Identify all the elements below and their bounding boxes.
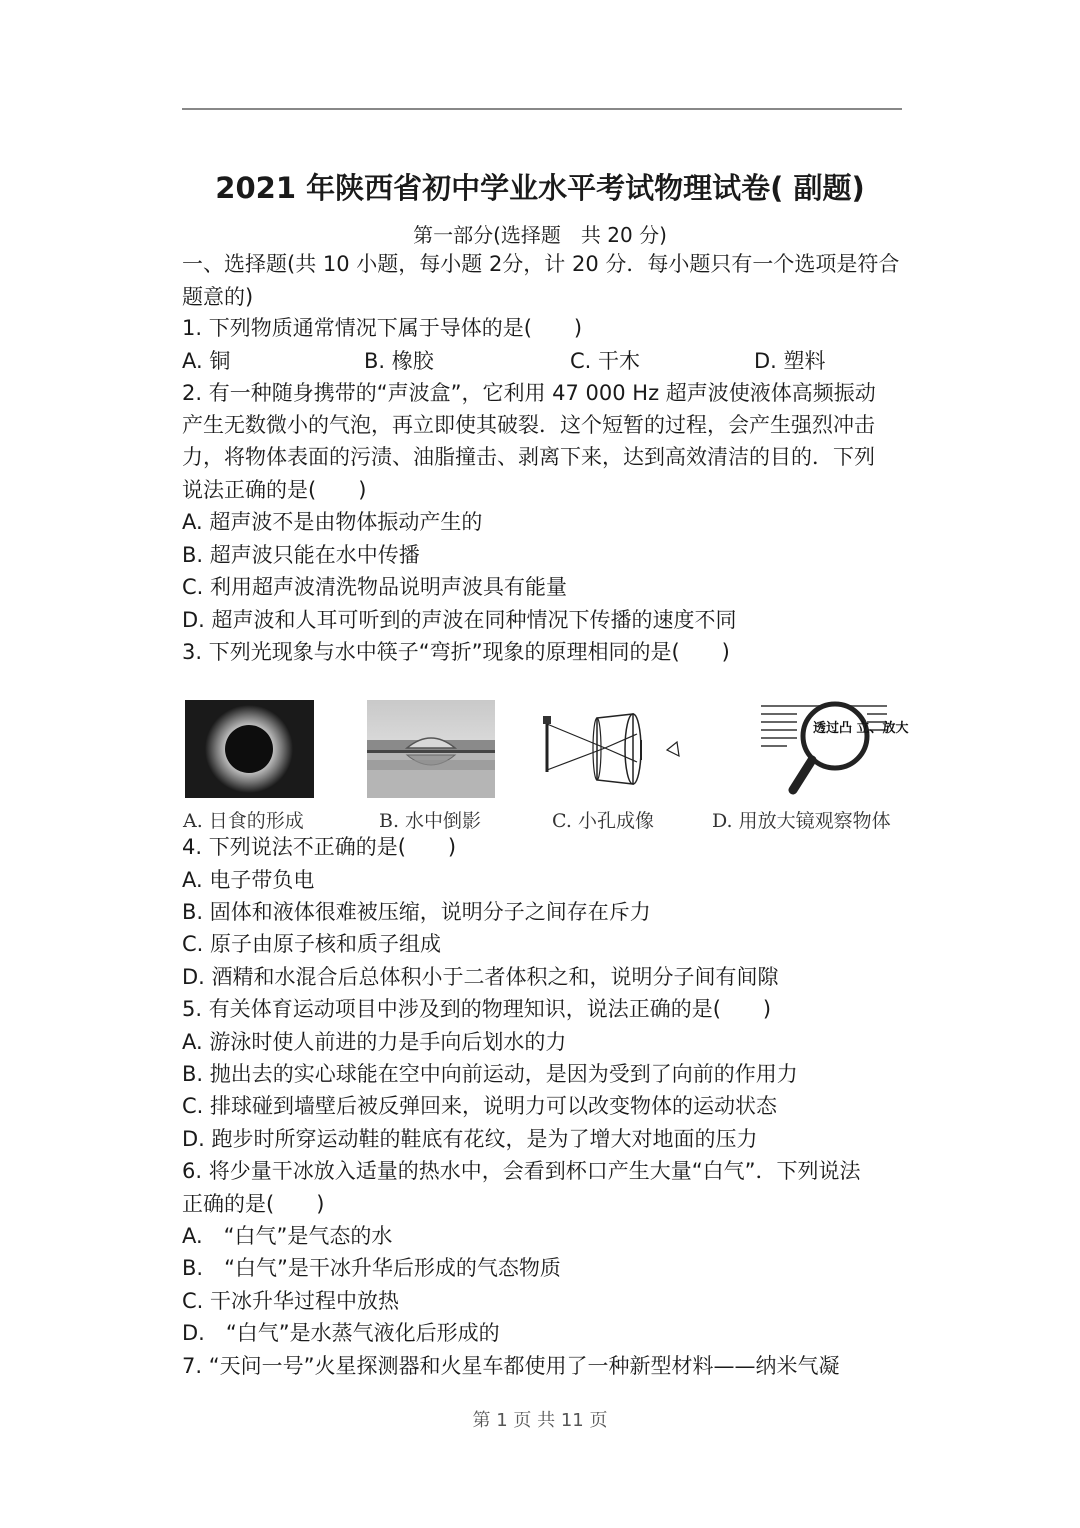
question-4: 4. 下列说法不正确的是( ) <box>182 835 457 859</box>
question-2-line-3: 力，将物体表面的污渍、油脂撞击、剥离下来，达到高效清洁的目的．下列 <box>182 445 875 469</box>
q3-caption-b: B. 水中倒影 <box>379 810 482 832</box>
q1-option-a: A. 铜 <box>182 349 231 373</box>
q6-option-b: B. “白气”是干冰升华后形成的气态物质 <box>182 1256 561 1280</box>
section-heading: 一、选择题(共 10 小题，每小题 2分，计 20 分．每小题只有一个选项是符合 <box>182 252 900 276</box>
question-7: 7. “天问一号”火星探测器和火星车都使用了一种新型材料——纳米气凝 <box>182 1354 840 1378</box>
magnifier-text: 透过凸 立、放大 <box>813 721 909 736</box>
header-rule <box>182 108 902 110</box>
question-2-line-1: 2. 有一种随身携带的“声波盒”，它利用 47 000 Hz 超声波使液体高频振动 <box>182 381 876 405</box>
q6-option-c: C. 干冰升华过程中放热 <box>182 1289 400 1313</box>
q5-option-b: B. 抛出去的实心球能在空中向前运动，是因为受到了向前的作用力 <box>182 1062 798 1086</box>
q1-option-d: D. 塑料 <box>754 349 826 373</box>
q4-option-c: C. 原子由原子核和质子组成 <box>182 932 442 956</box>
q4-option-d: D. 酒精和水混合后总体积小于二者体积之和，说明分子间有间隙 <box>182 965 779 989</box>
q6-option-d: D. “白气”是水蒸气液化后形成的 <box>182 1321 500 1345</box>
q4-option-b: B. 固体和液体很难被压缩，说明分子之间存在斥力 <box>182 900 651 924</box>
magnifier-image <box>757 700 909 798</box>
q1-option-c: C. 干木 <box>570 349 641 373</box>
q3-caption-a: A. 日食的形成 <box>183 810 304 832</box>
q2-option-b: B. 超声波只能在水中传播 <box>182 543 420 567</box>
q3-caption-c: C. 小孔成像 <box>552 810 654 832</box>
q5-option-c: C. 排球碰到墙壁后被反弹回来，说明力可以改变物体的运动状态 <box>182 1094 778 1118</box>
water-reflection-image <box>367 700 495 798</box>
q1-option-b: B. 橡胶 <box>364 349 434 373</box>
question-2-line-2: 产生无数微小的气泡，再立即使其破裂．这个短暂的过程，会产生强烈冲击 <box>182 413 875 437</box>
solar-eclipse-image <box>185 700 314 798</box>
q3-caption-d: D. 用放大镜观察物体 <box>712 810 891 832</box>
q5-option-d: D. 跑步时所穿运动鞋的鞋底有花纹，是为了增大对地面的压力 <box>182 1127 758 1151</box>
q2-option-a: A. 超声波不是由物体振动产生的 <box>182 510 483 534</box>
question-6-line-1: 6. 将少量干冰放入适量的热水中，会看到杯口产生大量“白气”．下列说法 <box>182 1159 861 1183</box>
question-5: 5. 有关体育运动项目中涉及到的物理知识，说法正确的是( ) <box>182 997 772 1021</box>
pinhole-imaging-diagram <box>537 700 687 798</box>
question-6-line-2: 正确的是( ) <box>182 1192 325 1216</box>
question-2-line-4: 说法正确的是( ) <box>182 478 367 502</box>
q6-option-a: A. “白气”是气态的水 <box>182 1224 393 1248</box>
section-heading-cont: 题意的) <box>182 285 254 309</box>
page-title: 2021 年陕西省初中学业水平考试物理试卷( 副题) <box>215 171 865 205</box>
part-heading: 第一部分(选择题 共 20 分) <box>413 223 667 247</box>
page-footer: 第 1 页 共 11 页 <box>472 1410 608 1431</box>
question-3: 3. 下列光现象与水中筷子“弯折”现象的原理相同的是( ) <box>182 640 730 664</box>
q2-option-d: D. 超声波和人耳可听到的声波在同种情况下传播的速度不同 <box>182 608 737 632</box>
question-1: 1. 下列物质通常情况下属于导体的是( ) <box>182 316 583 340</box>
q4-option-a: A. 电子带负电 <box>182 868 315 892</box>
question-1-options <box>182 347 902 375</box>
q5-option-a: A. 游泳时使人前进的力是手向后划水的力 <box>182 1030 567 1054</box>
q2-option-c: C. 利用超声波清洗物品说明声波具有能量 <box>182 575 568 599</box>
